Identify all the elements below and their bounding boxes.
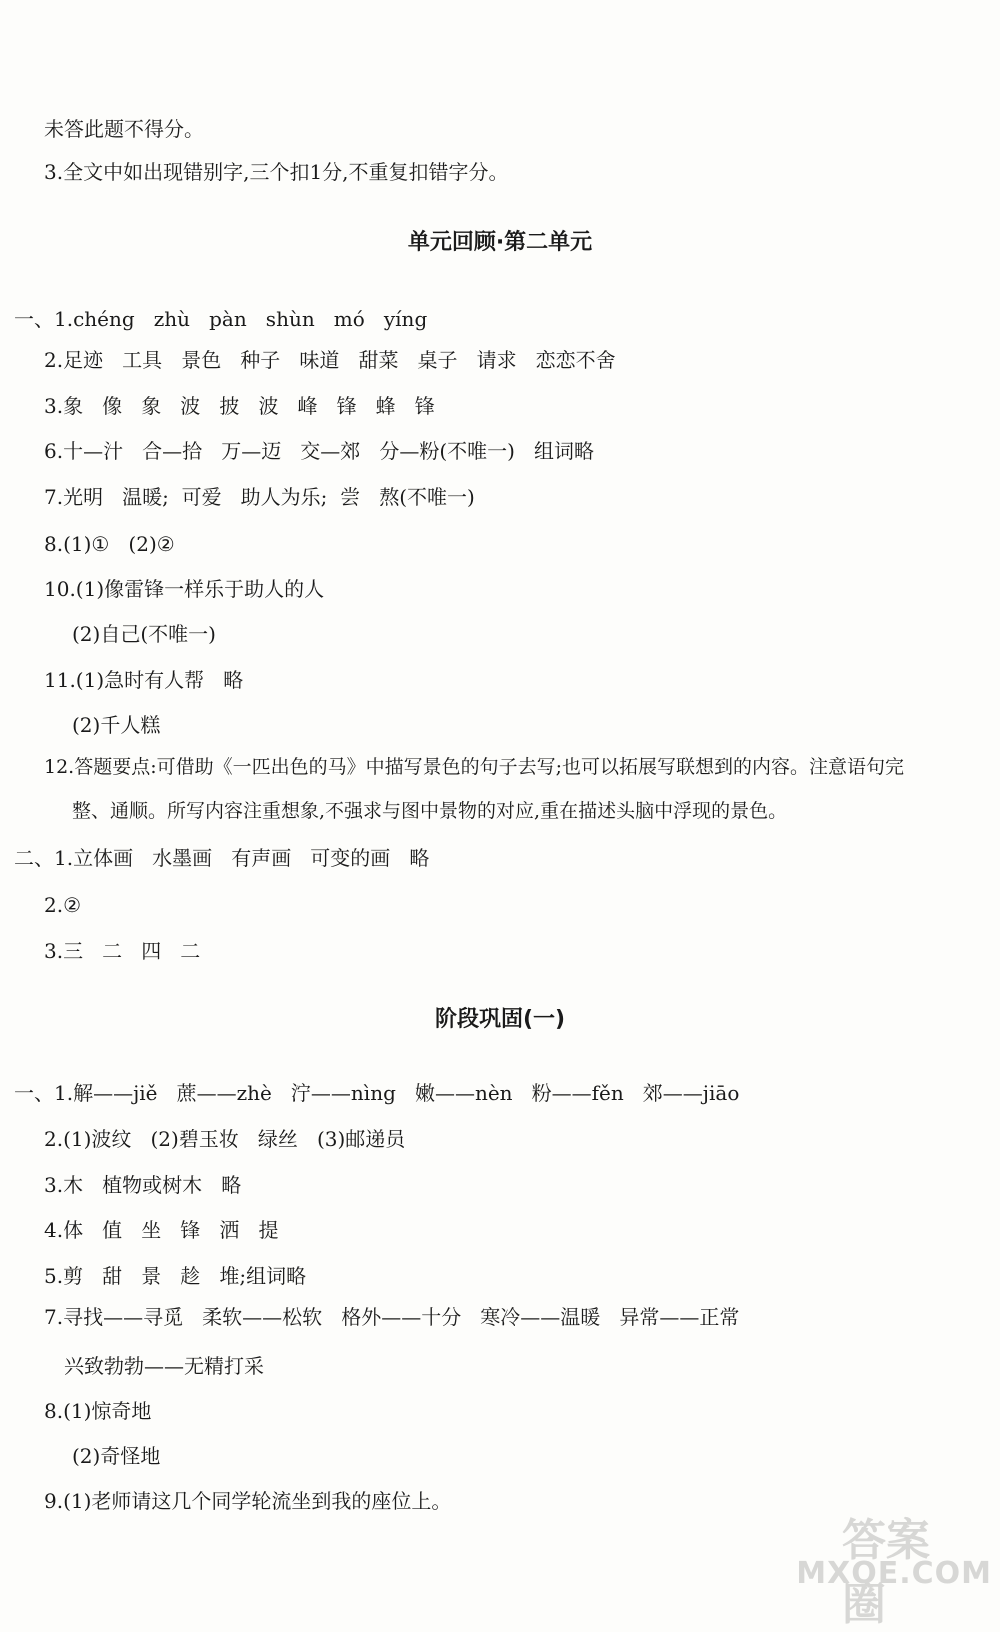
text-line: 2.足迹 工具 景色 种子 味道 甜菜 桌子 请求 恋恋不舍 [44,348,616,372]
text-line: 8.(1)惊奇地 [44,1399,152,1423]
text-line: 12.答题要点:可借助《一匹出色的马》中描写景色的句子去写;也可以拓展写联想到的内容。注意语句完 [44,756,905,778]
text-line: 3.全文中如出现错别字,三个扣1分,不重复扣错字分。 [44,160,509,184]
text-line: 6.十—汁 合—拾 万—迈 交—郊 分—粉(不唯一) 组词略 [44,439,595,463]
text-line: 4.体 值 坐 锋 洒 提 [44,1218,279,1242]
text-line: 7.光明 温暖; 可爱 助人为乐; 尝 熬(不唯一) [44,485,475,509]
text-line: 11.(1)急时有人帮 略 [44,668,244,692]
text-line: 5.剪 甜 景 趁 堆;组词略 [44,1264,307,1288]
text-line: (2)自己(不唯一) [72,622,216,646]
watermark-logo [796,1504,992,1630]
text-line: 兴致勃勃——无精打采 [64,1354,264,1378]
section-title: 阶段巩固(一) [434,1007,566,1032]
text-line: 10.(1)像雷锋一样乐于助人的人 [44,577,325,601]
text-line: (2)千人糕 [72,713,161,737]
text-line: 7.寻找——寻觅 柔软——松软 格外——十分 寒冷——温暖 异常——正常 [44,1305,740,1329]
text-line: 整、通顺。所写内容注重想象,不强求与图中景物的对应,重在描述头脑中浮现的景色。 [72,800,788,822]
watermark-url: MXQE.COM [796,1556,992,1591]
text-line: 2.(1)波纹 (2)碧玉妆 绿丝 (3)邮递员 [44,1127,406,1151]
text-line: 3.三 二 四 二 [44,939,201,963]
text-line: (2)奇怪地 [72,1444,161,1468]
watermark-text: 答案圈 [842,1515,930,1630]
text-line: 8.(1)① (2)② [44,532,175,556]
text-line: 一、1.chéng zhù pàn shùn mó yíng [14,307,428,331]
text-line: 3.木 植物或树木 略 [44,1173,242,1197]
text-line: 3.象 像 象 波 披 波 峰 锋 蜂 锋 [44,394,435,418]
text-line: 一、1.解——jiě 蔗——zhè 泞——nìng 嫩——nèn 粉——fěn 郊——jiāo [14,1081,740,1105]
text-line: 2.② [44,893,82,917]
text-line: 9.(1)老师请这几个同学轮流坐到我的座位上。 [44,1489,452,1513]
text-line: 未答此题不得分。 [44,117,204,141]
text-line: 二、1.立体画 水墨画 有声画 可变的画 略 [14,846,430,870]
section-title: 单元回顾·第二单元 [407,230,593,255]
